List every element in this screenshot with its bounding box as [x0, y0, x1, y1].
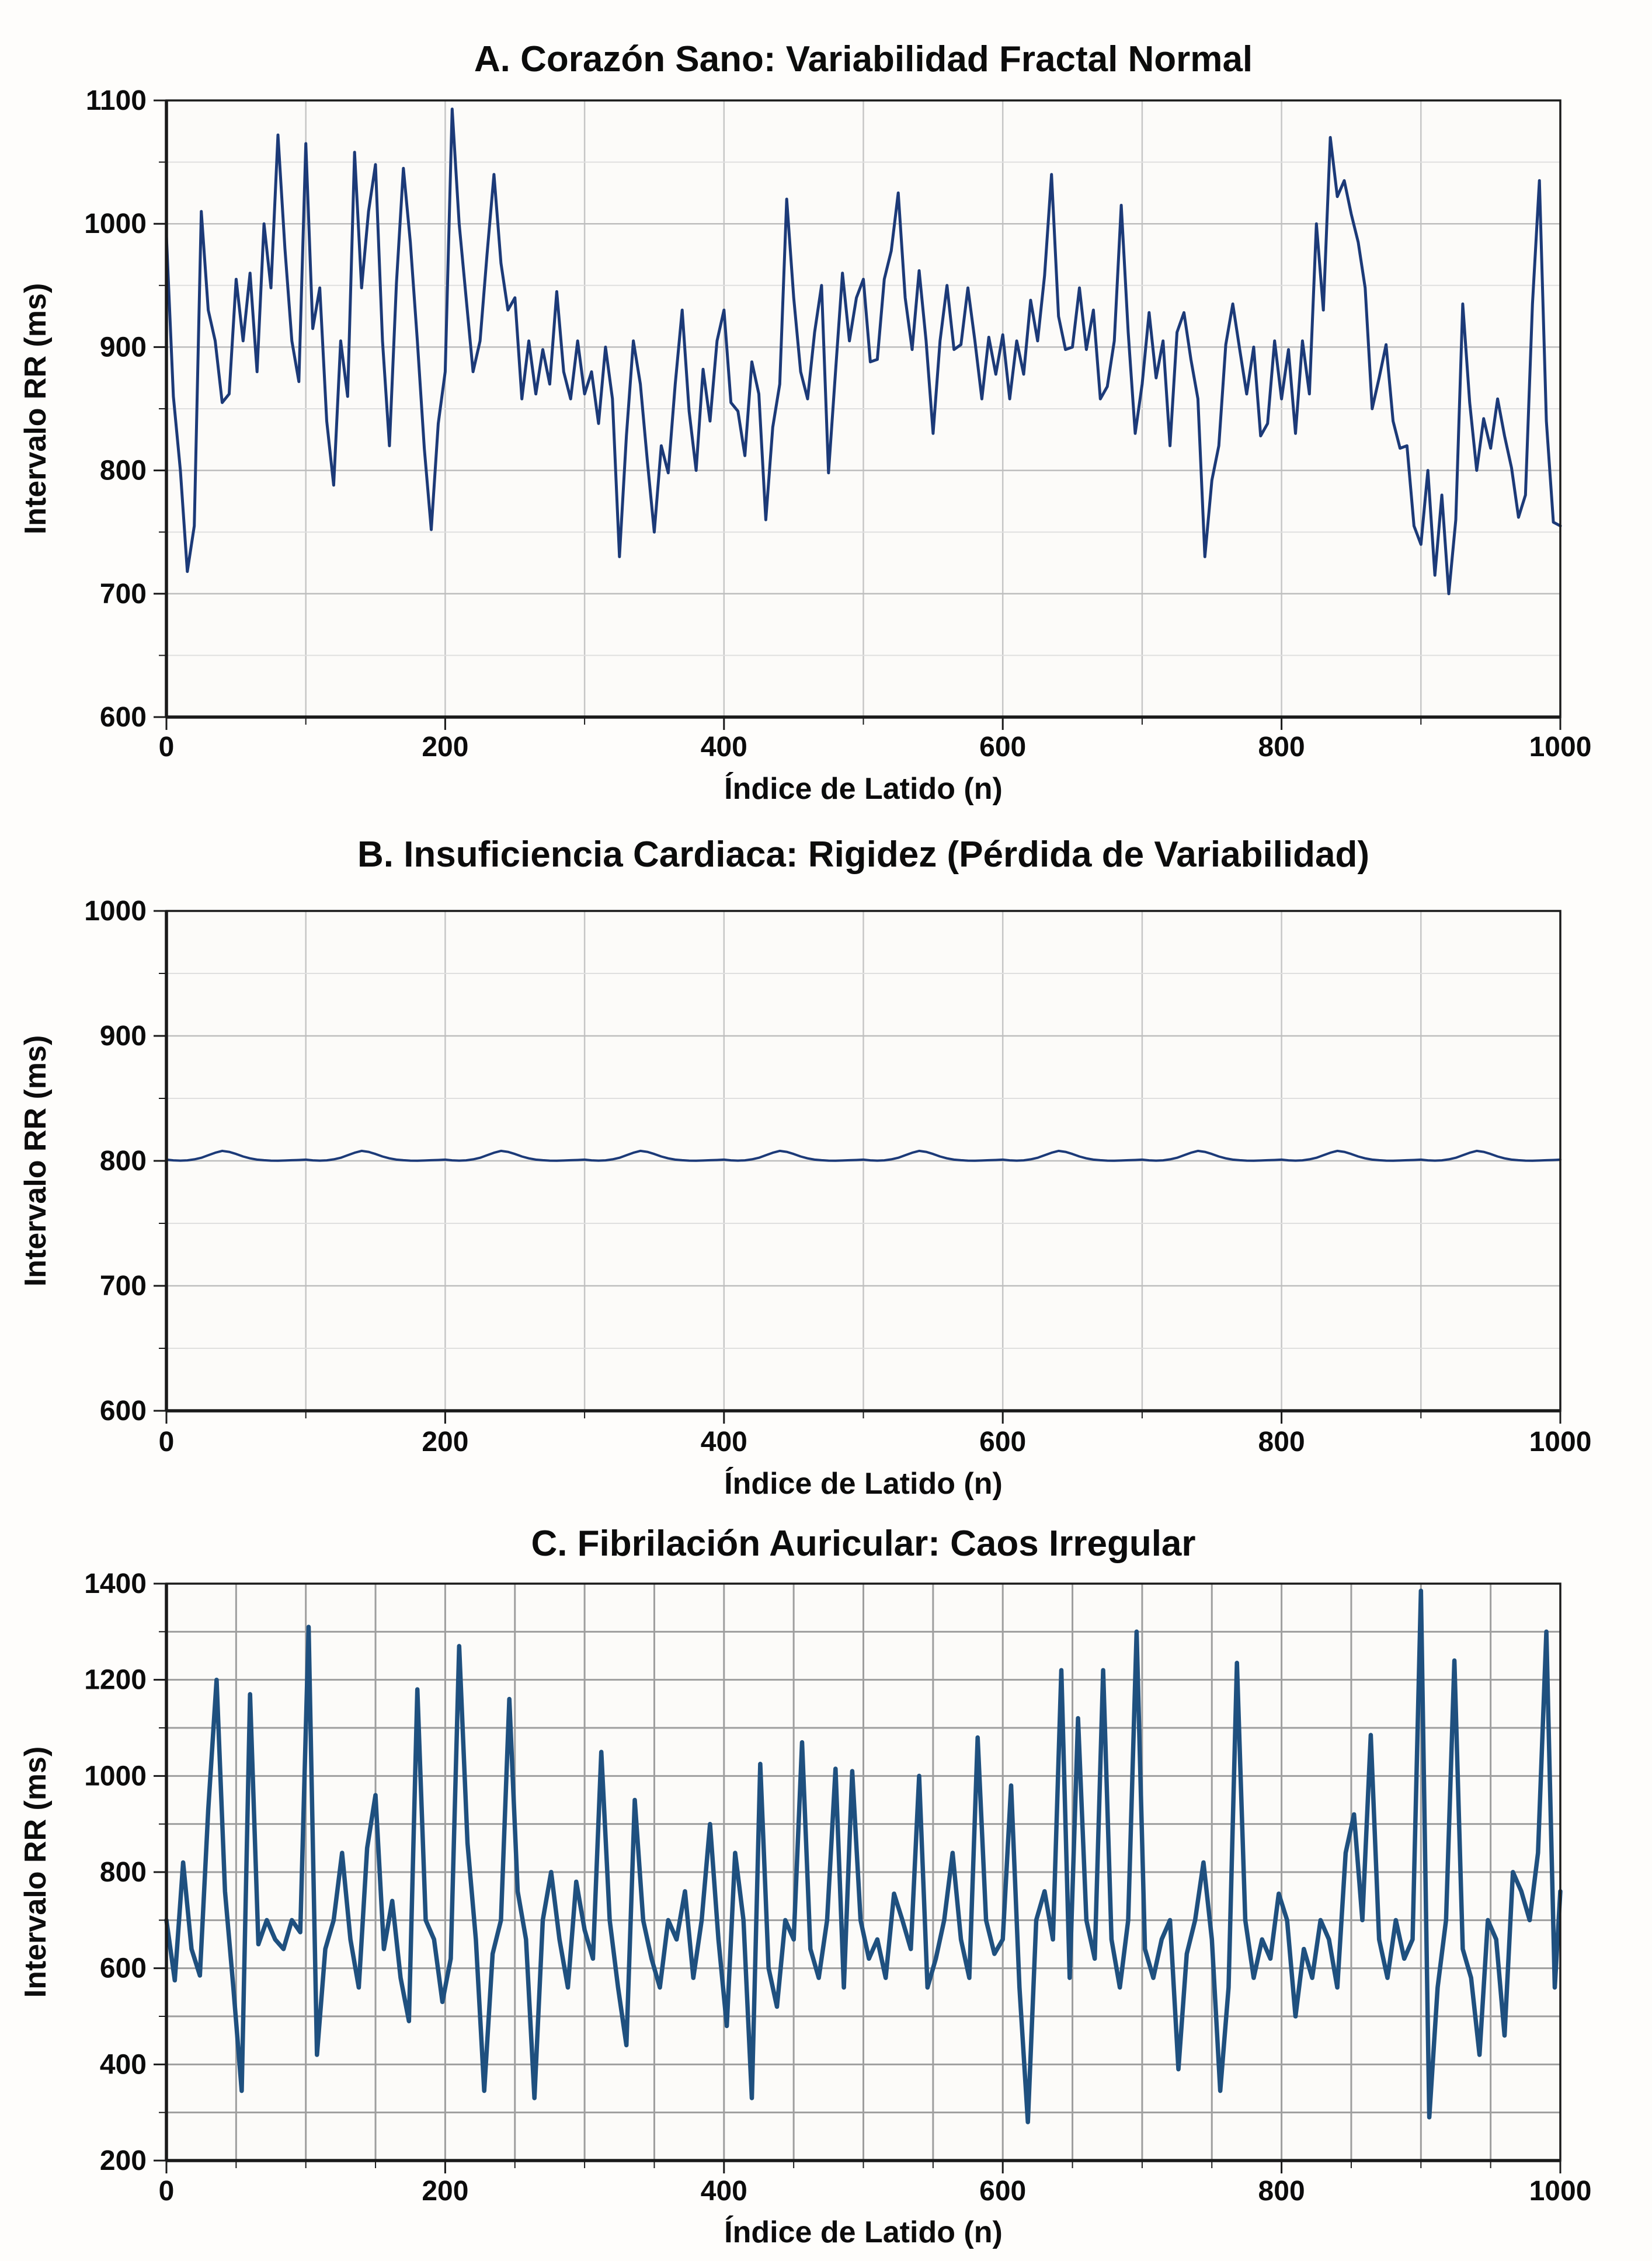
y-tick-label: 600: [99, 1953, 147, 1984]
y-axis-label: Intervalo RR (ms): [19, 283, 53, 535]
panel-b-chart: [0, 823, 1652, 1518]
panel-c-chart: [0, 1518, 1652, 2261]
panel-a-chart: [0, 0, 1652, 823]
y-tick-label: 1000: [84, 208, 147, 240]
y-tick-label: 200: [99, 2145, 147, 2176]
y-tick-label: 900: [99, 1021, 147, 1052]
y-axis-label: Intervalo RR (ms): [19, 1746, 53, 1998]
y-tick-label: 600: [99, 1396, 147, 1427]
x-tick-label: 200: [422, 2176, 469, 2207]
x-tick-label: 0: [158, 1427, 175, 1458]
x-tick-label: 200: [422, 1427, 469, 1458]
x-axis-label: Índice de Latido (n): [724, 2215, 1003, 2249]
y-tick-label: 700: [99, 578, 147, 610]
y-tick-label: 1000: [84, 896, 147, 927]
x-tick-label: 1000: [1529, 732, 1592, 763]
x-tick-label: 800: [1258, 1427, 1305, 1458]
y-tick-label: 1000: [84, 1761, 147, 1792]
x-tick-label: 0: [158, 732, 175, 763]
x-tick-label: 400: [700, 732, 747, 763]
x-tick-label: 600: [979, 1427, 1027, 1458]
chart-title: A. Corazón Sano: Variabilidad Fractal Normal: [474, 39, 1253, 79]
y-axis-label: Intervalo RR (ms): [19, 1035, 53, 1287]
y-tick-label: 400: [99, 2049, 147, 2081]
y-tick-label: 800: [99, 1146, 147, 1177]
y-tick-label: 700: [99, 1271, 147, 1302]
x-tick-label: 1000: [1529, 1427, 1592, 1458]
y-tick-label: 1100: [85, 85, 147, 116]
chart-title: B. Insuficiencia Cardiaca: Rigidez (Pérdida de Variabilidad): [357, 834, 1370, 875]
x-tick-label: 600: [979, 732, 1027, 763]
x-tick-label: 0: [158, 2176, 175, 2207]
x-tick-label: 200: [422, 732, 469, 763]
x-axis-label: Índice de Latido (n): [724, 772, 1003, 806]
x-tick-label: 600: [979, 2176, 1027, 2207]
x-tick-label: 1000: [1529, 2176, 1592, 2207]
x-tick-label: 800: [1258, 732, 1305, 763]
x-axis-label: Índice de Latido (n): [724, 1467, 1003, 1501]
y-tick-label: 900: [99, 332, 147, 363]
x-tick-label: 400: [700, 1427, 747, 1458]
y-tick-label: 600: [99, 702, 147, 733]
y-tick-label: 800: [99, 1857, 147, 1888]
chart-title: C. Fibrilación Auricular: Caos Irregular: [531, 1523, 1196, 1564]
y-tick-label: 1200: [84, 1664, 147, 1696]
x-tick-label: 400: [700, 2176, 747, 2207]
y-tick-label: 800: [99, 455, 147, 486]
x-tick-label: 800: [1258, 2176, 1305, 2207]
y-tick-label: 1400: [84, 1568, 147, 1599]
